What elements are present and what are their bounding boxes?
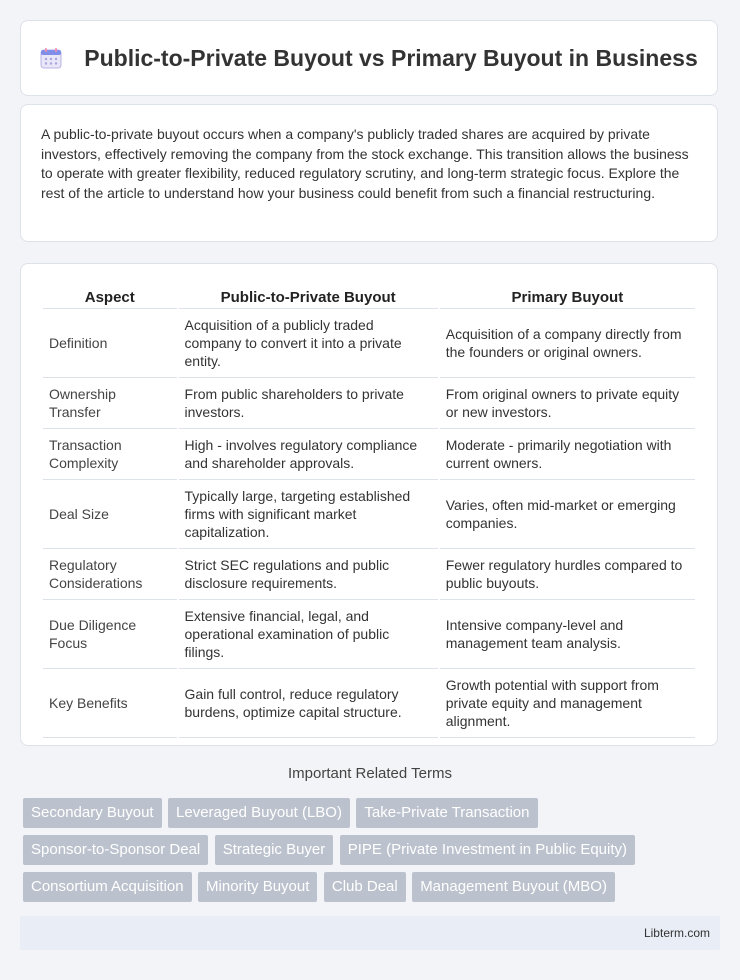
primary-cell: From original owners to private equity or new investors. [440, 378, 695, 429]
column-header-primary: Primary Buyout [440, 284, 695, 309]
related-term-tag[interactable]: Minority Buyout [198, 872, 317, 902]
aspect-cell: Ownership Transfer [43, 378, 177, 429]
public-to-private-cell: Extensive financial, legal, and operational examination of public filings. [179, 600, 438, 669]
related-term-tag[interactable]: PIPE (Private Investment in Public Equity) [340, 835, 635, 865]
related-term-tag[interactable]: Sponsor-to-Sponsor Deal [23, 835, 208, 865]
comparison-table [41, 284, 697, 738]
related-term-tag[interactable]: Consortium Acquisition [23, 872, 192, 902]
table-row [43, 600, 695, 669]
public-to-private-cell: High - involves regulatory compliance and shareholder approvals. [179, 429, 438, 480]
related-term-tag[interactable]: Leveraged Buyout (LBO) [168, 798, 350, 828]
aspect-cell: Key Benefits [43, 669, 177, 738]
related-term-tag[interactable]: Secondary Buyout [23, 798, 162, 828]
related-term-tag[interactable]: Management Buyout (MBO) [412, 872, 615, 902]
related-terms-list [23, 798, 723, 909]
related-term-tag[interactable]: Take-Private Transaction [356, 798, 537, 828]
table-row [43, 429, 695, 480]
primary-cell: Fewer regulatory hurdles compared to public buyouts. [440, 549, 695, 600]
table-row [43, 669, 695, 738]
public-to-private-cell: Strict SEC regulations and public disclosure requirements. [179, 549, 438, 600]
primary-cell: Varies, often mid-market or emerging companies. [440, 480, 695, 549]
primary-cell: Moderate - primarily negotiation with current owners. [440, 429, 695, 480]
column-header-aspect: Aspect [43, 284, 177, 309]
public-to-private-cell: From public shareholders to private investors. [179, 378, 438, 429]
footer-site-link[interactable]: Libterm.com [643, 926, 710, 940]
intro-card [20, 104, 718, 242]
related-terms-title: Important Related Terms [288, 765, 452, 782]
public-to-private-cell: Acquisition of a publicly traded company to convert it into a private entity. [179, 309, 438, 378]
intro-paragraph: A public-to-private buyout occurs when a company's publicly traded shares are acquired by private investors, effectively removing the company from the stock exchange. This transition allows the business to operate with greater flexibility, reduced regulatory scrutiny, and long-term strategic focus. Explore the rest of the article to understand how your business could benefit from such a financial restructuring. [41, 126, 689, 201]
aspect-cell: Deal Size [43, 480, 177, 549]
header-card [20, 20, 718, 96]
table-header-row [43, 284, 695, 309]
table-row [43, 309, 695, 378]
aspect-cell: Transaction Complexity [43, 429, 177, 480]
primary-cell: Intensive company-level and management team analysis. [440, 600, 695, 669]
public-to-private-cell: Typically large, targeting established firms with significant market capitalization. [179, 480, 438, 549]
table-row [43, 378, 695, 429]
column-header-public-to-private: Public-to-Private Buyout [179, 284, 438, 309]
primary-cell: Acquisition of a company directly from the founders or original owners. [440, 309, 695, 378]
related-term-tag[interactable]: Strategic Buyer [215, 835, 334, 865]
aspect-cell: Regulatory Considerations [43, 549, 177, 600]
table-row [43, 480, 695, 549]
calendar-icon [40, 47, 62, 69]
aspect-cell: Due Diligence Focus [43, 600, 177, 669]
aspect-cell: Definition [43, 309, 177, 378]
public-to-private-cell: Gain full control, reduce regulatory burdens, optimize capital structure. [179, 669, 438, 738]
related-term-tag[interactable]: Club Deal [324, 872, 406, 902]
comparison-card [20, 263, 718, 746]
footer [20, 916, 720, 950]
primary-cell: Growth potential with support from private equity and management alignment. [440, 669, 695, 738]
table-row [43, 549, 695, 600]
page-title: Public-to-Private Buyout vs Primary Buyout in Business [84, 44, 698, 71]
